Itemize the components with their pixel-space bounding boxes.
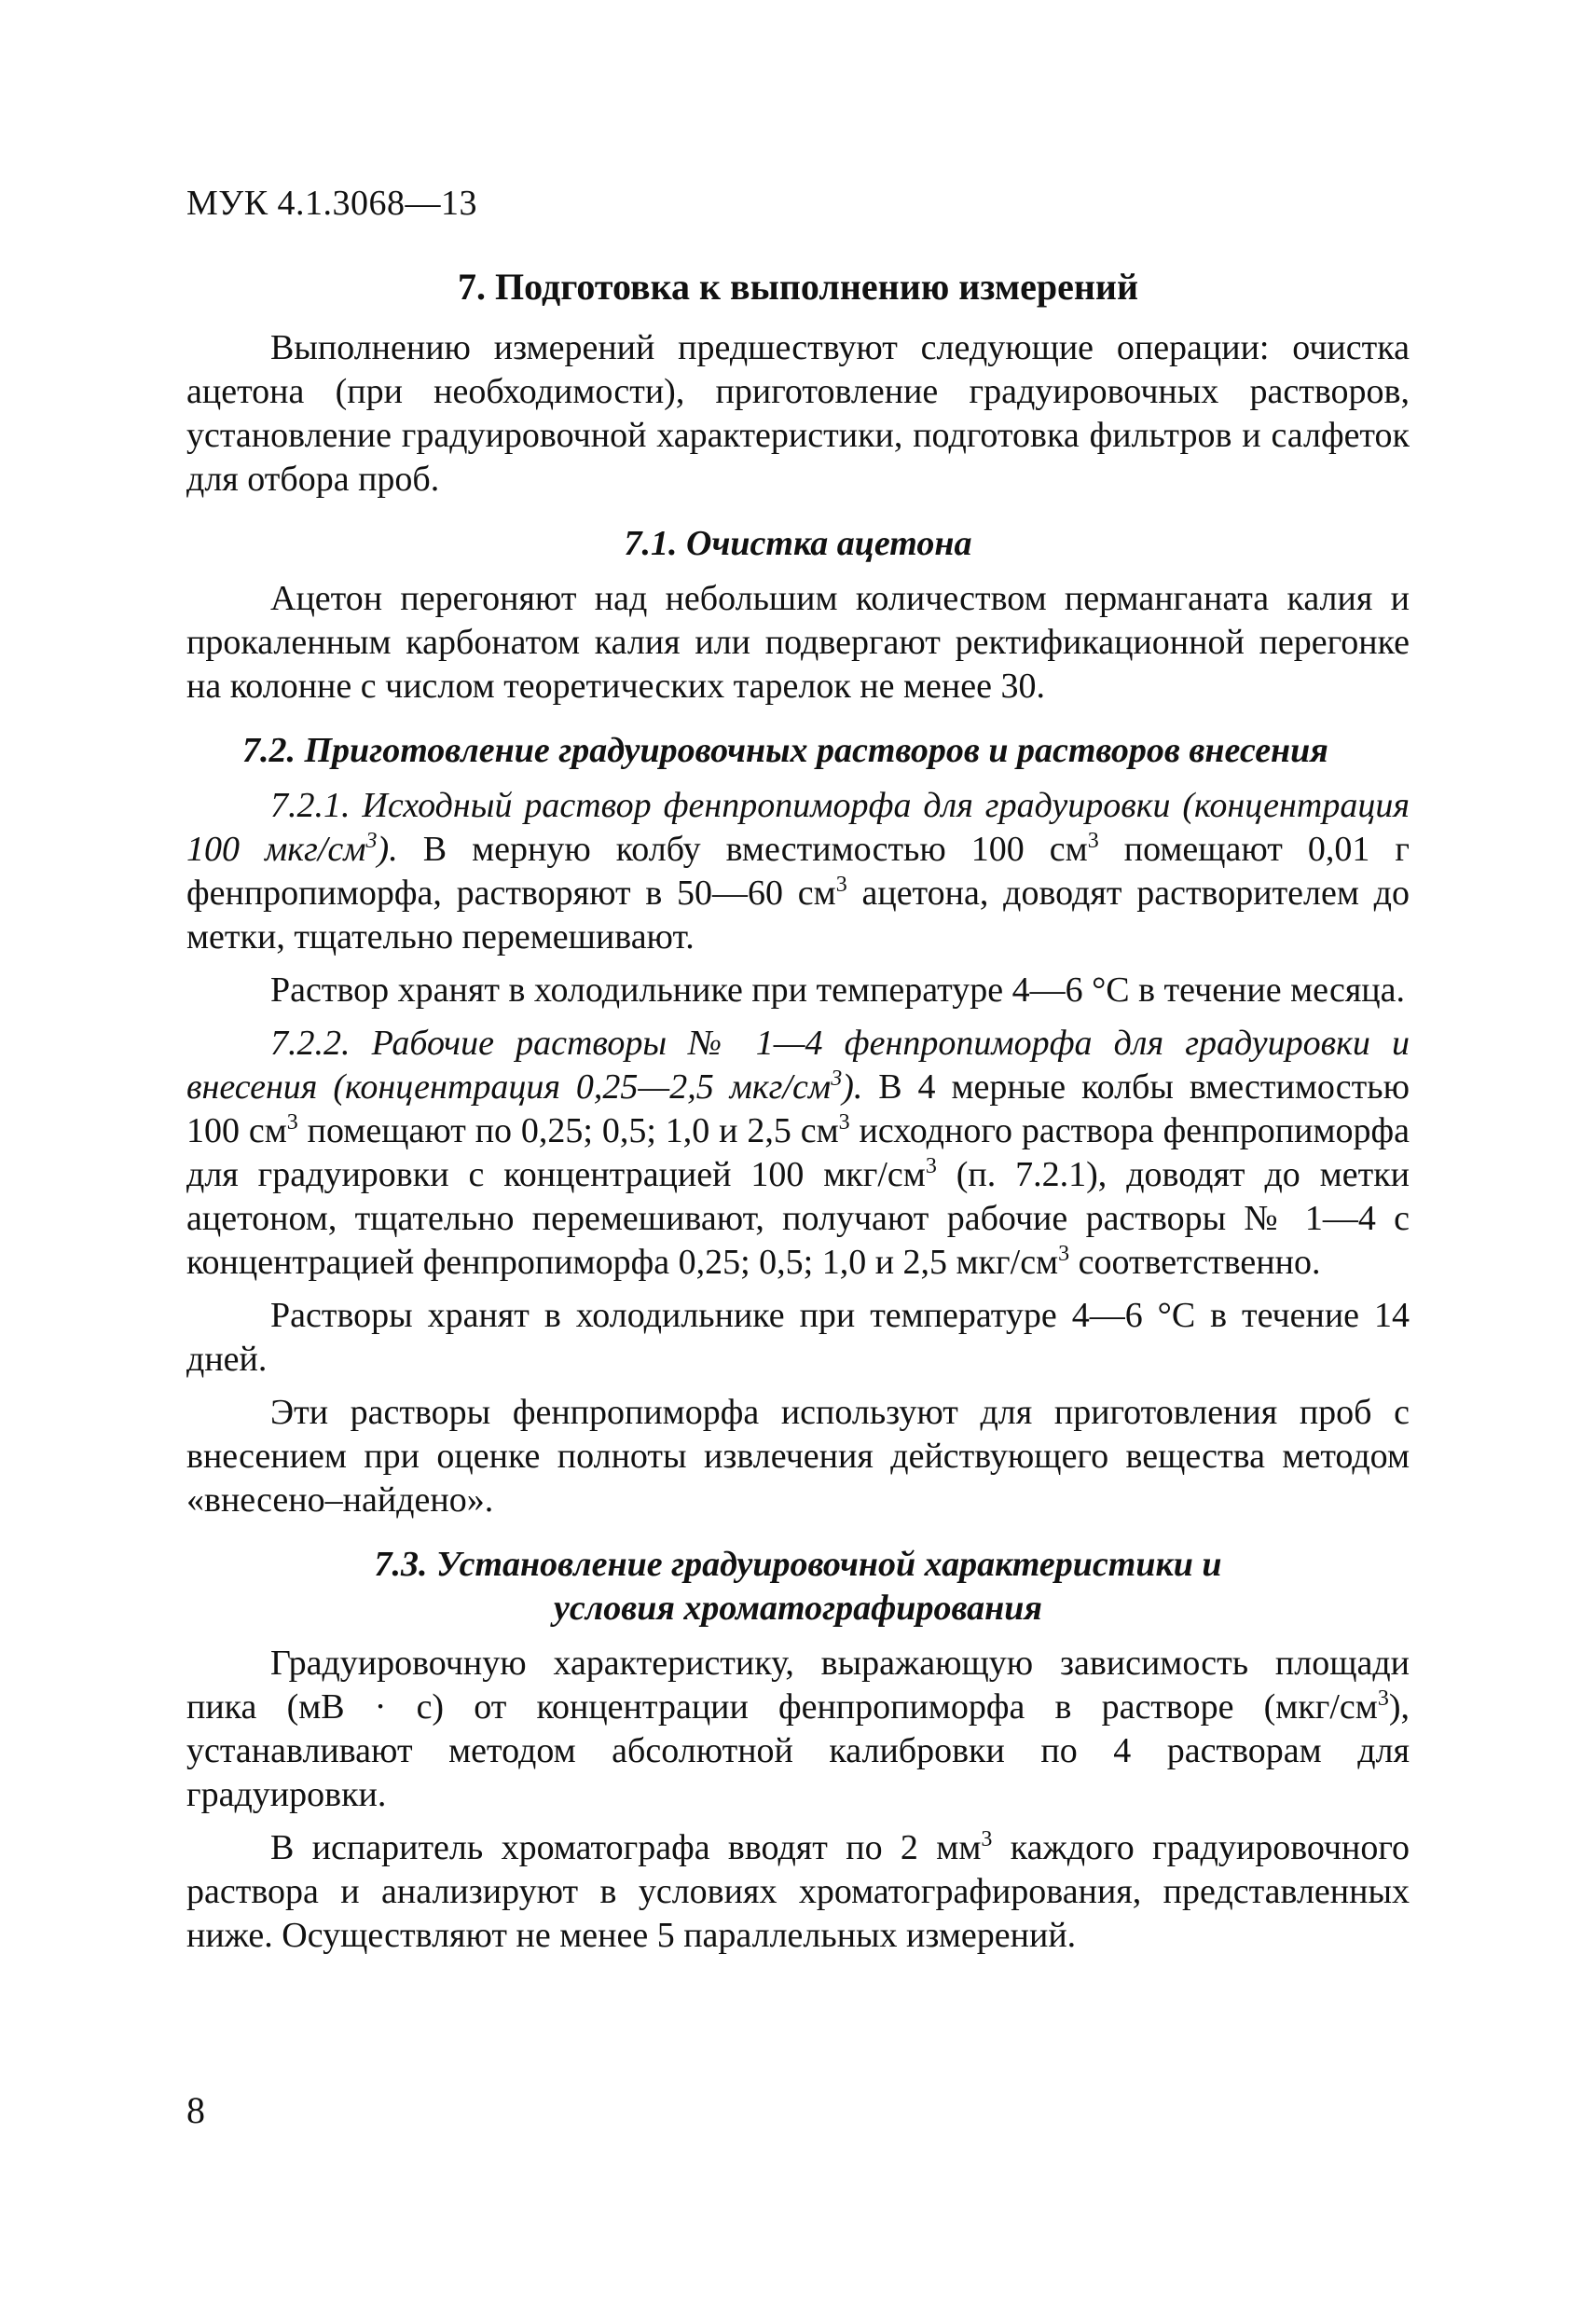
storage-note-14-days: Растворы хранят в холодильнике при температуре 4—6 °С в течение 14 дней. xyxy=(186,1296,1410,1379)
section-7-2-1-heading: 7.2.1. Исходный раствор фенпропиморфа для градуировки (концентрация 100 мкг/см xyxy=(186,786,1410,869)
section-7-3-title: 7.3. Установление градуировочной характеристики и условия хроматографирования xyxy=(374,1545,1222,1628)
section-7-2-1-paragraph: 7.2.1. Исходный раствор фенпропиморфа для градуировки (концентрация 100 мкг/$см^3$). В мерную колбу вместимостью 100 $см^3$ помещают 0,01 г фенпропиморфа, растворяют в 50—60 $см^3$ ацетона, доводят растворителем до метки, тщательно перемешивают. xyxy=(186,786,1410,956)
recovery-note: Эти растворы фенпропиморфа используют для приготовления проб с внесением при оценке полноты извлечения действующего вещества методом «внесено–найдено». xyxy=(186,1393,1410,1520)
section-7-2-2-heading: 7.2.2. Рабочие растворы № 1—4 фенпропиморфа для градуировки и внесения (концентрация 0,25—2,5 мкг/см xyxy=(186,1024,1410,1107)
section-7-2-2-paragraph: 7.2.2. Рабочие растворы № 1—4 фенпропиморфа для градуировки и внесения (концентрация 0,25—2,5 мкг/$см^3$). В 4 мерные колбы вместимостью 100 $см^3$ помещают по 0,25; 0,5; 1,0 и 2,5 $см^3$ исходного раствора фенпропиморфа для градуировки с концентрацией 100 мкг/$см^3$ (п. 7.2.1), доводят до метки ацетоном, тщательно перемешивают, получают рабочие растворы № 1—4 с концентрацией фенпропиморфа 0,25; 0,5; 1,0 и 2,5 мкг/$см^3$ соответственно. xyxy=(186,1024,1410,1282)
section-7-2-title: 7.2. Приготовление градуировочных растворов и растворов внесения xyxy=(242,731,1328,770)
section-7-intro: Выполнению измерений предшествуют следующие операции: очистка ацетона (при необходимости), приготовление градуировочных растворов, установление градуировочной характеристики, подготовка фильтров и салфеток для отбора проб. xyxy=(186,328,1410,499)
section-7-3-paragraph-2: В испаритель хроматографа вводят по 2 $мм^3$ каждого градуировочного раствора и анализируют в условиях хроматографирования, представленных ниже. Осуществляют не менее 5 параллельных измерений. xyxy=(186,1827,1410,1955)
document-page xyxy=(186,183,1410,1958)
document-code: МУК 4.1.3068—13 xyxy=(186,184,478,223)
section-7-title: 7. Подготовка к выполнению измерений xyxy=(458,266,1138,308)
section-7-1-title: 7.1. Очистка ацетона xyxy=(624,524,972,563)
page-number: 8 xyxy=(186,2089,205,2131)
section-7-3-paragraph-1: Градуировочную характеристику, выражающую зависимость площади пика (мВ · с) от концентрации фенпропиморфа в растворе $(мкг/см^3)$, устанавливают методом абсолютной калибровки по 4 растворам для градуировки. xyxy=(186,1644,1410,1814)
storage-note-month: Раствор хранят в холодильнике при температуре 4—6 °С в течение месяца. xyxy=(270,970,1406,1010)
section-7-1-text: Ацетон перегоняют над небольшим количеством перманганата калия и прокаленным карбонатом калия или подвергают ректификационной перегонке на колонне с числом теоретических тарелок не менее 30. xyxy=(186,579,1410,706)
